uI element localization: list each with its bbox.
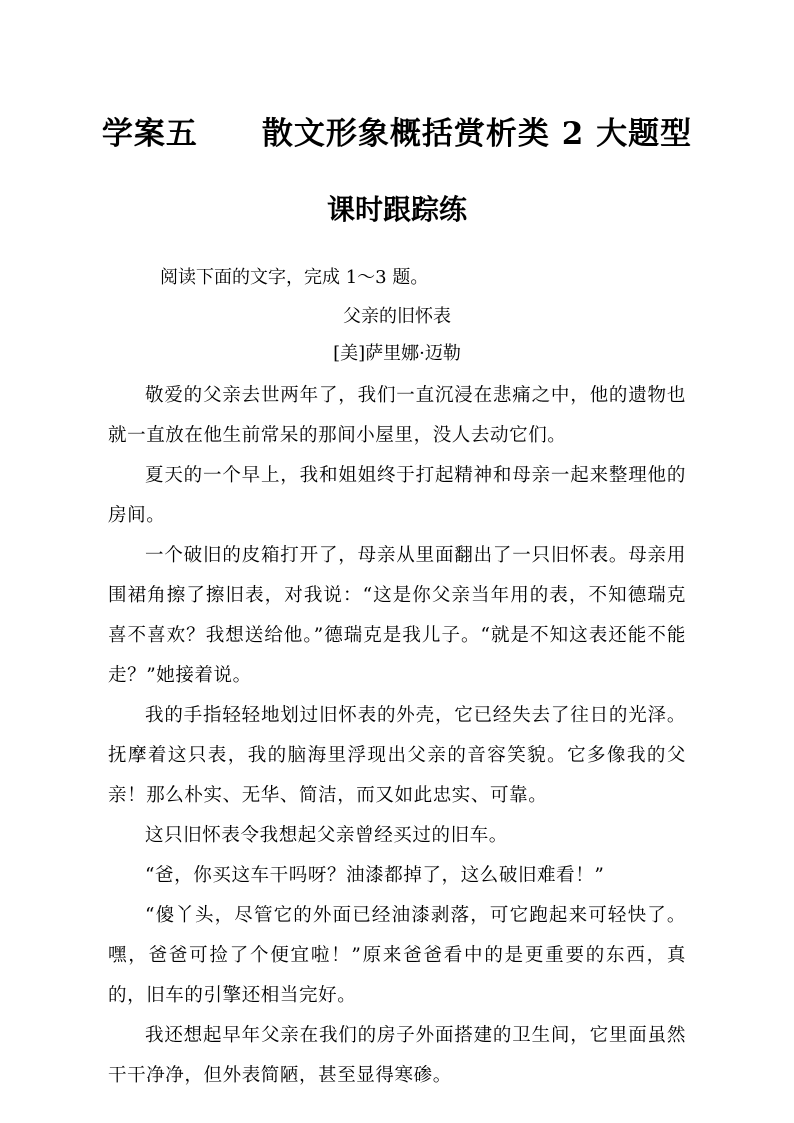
article-title: 父亲的旧怀表 [343, 306, 451, 327]
article-body [108, 376, 686, 1096]
paragraph: 敬爱的父亲去世两年了，我们一直沉浸在悲痛之中，他的遗物也就一直放在他生前常呆的那间小屋里，没人去动它们。 [108, 385, 686, 446]
paragraph: 这只旧怀表令我想起父亲曾经买过的旧车。 [145, 825, 508, 846]
content-area [108, 258, 686, 1096]
paragraph: 一个破旧的皮箱打开了，母亲从里面翻出了一只旧怀表。母亲用围裙角擦了擦旧表，对我说：“这是你父亲当年用的表，不知德瑞克喜不喜欢？我想送给他。”德瑞克是我儿子。“就是不知这表还能不能走？”她接着说。 [108, 545, 686, 686]
paragraph: “爸，你买这车干吗呀？油漆都掉了，这么破旧难看！” [145, 865, 605, 886]
reading-instruction: 阅读下面的文字，完成 1～3 题。 [160, 267, 429, 288]
page-title: 学案五 散文形象概括赏析类 2 大题型 [101, 116, 693, 152]
paragraph: “傻丫头，尽管它的外面已经油漆剥落，可它跑起来可轻快了。嘿，爸爸可捡了个便宜啦！”原来爸爸看中的是更重要的东西，真的，旧车的引擎还相当完好。 [108, 905, 686, 1006]
paragraph: 我的手指轻轻地划过旧怀表的外壳，它已经失去了往日的光泽。抚摩着这只表，我的脑海里浮现出父亲的音容笑貌。它多像我的父亲！那么朴实、无华、简洁，而又如此忠实、可靠。 [108, 705, 686, 806]
article-author: [美]萨里娜·迈勒 [333, 343, 461, 364]
paragraph: 夏天的一个早上，我和姐姐终于打起精神和母亲一起来整理他的房间。 [108, 465, 686, 526]
paragraph: 我还想起早年父亲在我们的房子外面搭建的卫生间，它里面虽然干干净净，但外表简陋，甚至显得寒碜。 [108, 1025, 686, 1086]
page-subtitle: 课时跟踪练 [326, 193, 467, 226]
